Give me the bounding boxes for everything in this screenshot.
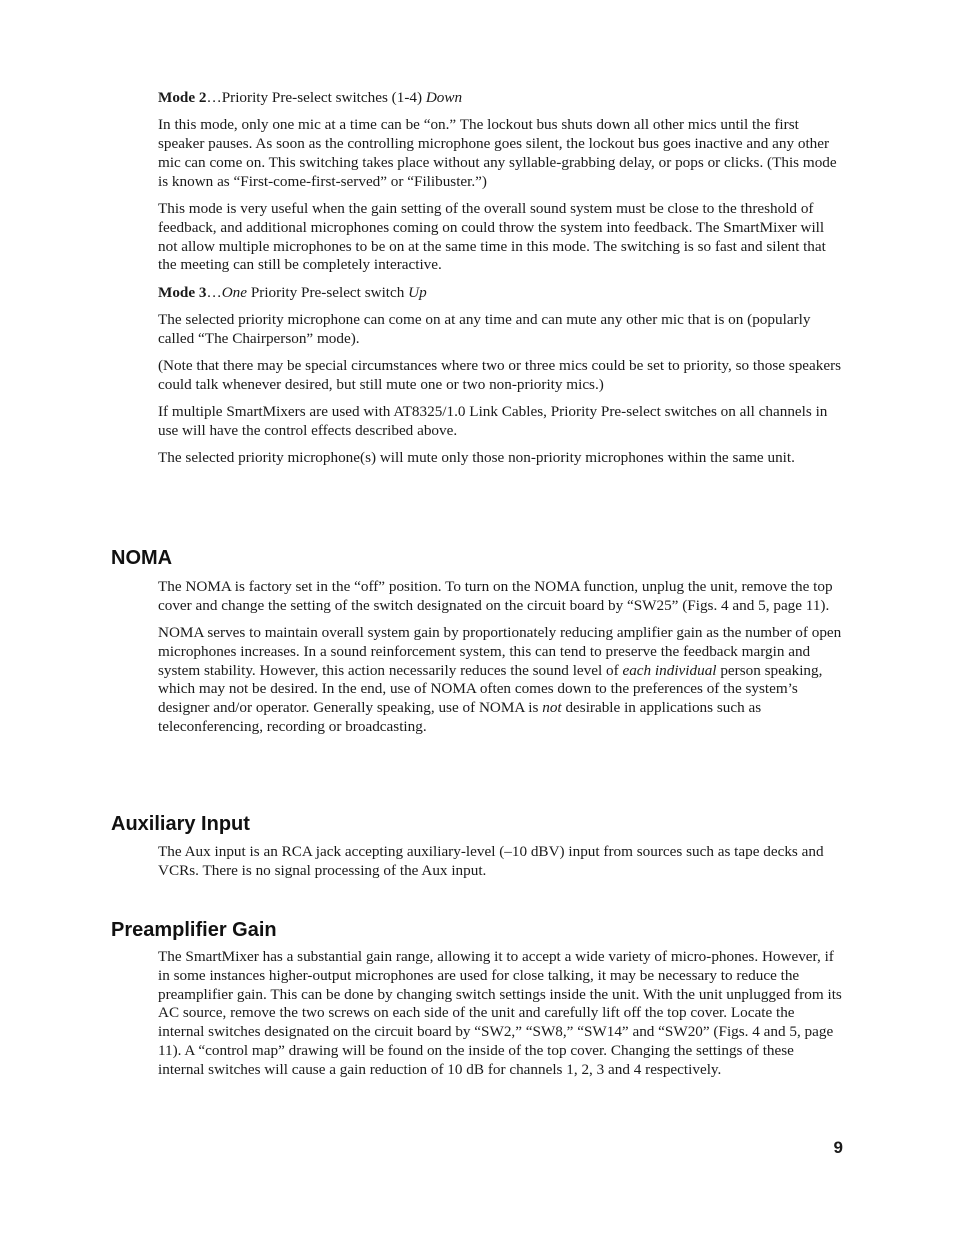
mode3-paragraph-2: (Note that there may be special circumstances where two or three mics could be set to priority, so those speakers could talk whenever desired, but still mute one or two non-priority mics.) <box>158 357 842 393</box>
noma-paragraph-1: The NOMA is factory set in the “off” position. To turn on the NOMA function, unplug the unit, remove the top cover and change the setting of the switch designated on the circuit board by “SW25” (Figs. 4 and 5, page 11). <box>158 578 833 614</box>
auxiliary-input-paragraph: The Aux input is an RCA jack accepting auxiliary-level (–10 dBV) input from sources such as tape decks and VCRs. There is no signal processing of the Aux input. <box>158 843 824 879</box>
auxiliary-input-heading: Auxiliary Input <box>111 813 250 835</box>
noma-paragraph-2: NOMA serves to maintain overall system gain by proportionately reducing amplifier gain as the number of open microphones increases. In a sound reinforcement system, this can tend to preserve the feedback margin and system stability. However, this action necessarily reduces the sound level of each individual person speaking, which may not be desired. In the end, use of NOMA often comes down to the preferences of the system’s designer and/or operator. Generally speaking, use of NOMA is not desirable in applications such as teleconferencing, recording or broadcasting. <box>158 624 842 736</box>
preamplifier-gain-section <box>158 948 842 1088</box>
mode3-title: Mode 3…One Priority Pre-select switch Up <box>158 283 427 301</box>
preamplifier-gain-heading: Preamplifier Gain <box>111 919 277 941</box>
noma-heading: NOMA <box>111 547 173 569</box>
mode2-paragraph-2: This mode is very useful when the gain setting of the overall sound system must be close to the threshold of feedback, and additional microphones coming on could throw the system into feedback. The SmartMixer will not allow multiple microphones to be on at the same time in this mode. The switching is so fast and silent that the meeting can still be completely interactive. <box>158 199 826 274</box>
mode-section <box>158 89 842 477</box>
mode2-paragraph-1: In this mode, only one mic at a time can be “on.” The lockout bus shuts down all other mics until the first speaker pauses. As soon as the controlling microphone goes silent, the lockout bus goes inactive and any other mic can come on. This switching takes place without any syllable-grabbing delay, or pops or clicks. (This mode is known as “First-come-first-served” or “Filibuster.”) <box>158 116 837 190</box>
preamplifier-gain-paragraph: The SmartMixer has a substantial gain range, allowing it to accept a wide variety of micro-phones. However, if in some instances higher-output microphones are used for close talking, it may be necessary to reduce the preamplifier gain. This can be done by changing switch settings inside the unit. With the unit unplugged from its AC source, remove the two screws on each side of the unit and carefully lift off the top cover. Locate the internal switches designated on the circuit board by “SW2,” “SW8,” “SW14” and “SW20” (Figs. 4 and 5, page 11). A “control map” drawing will be found on the inside of the top cover. Changing the settings of these internal switches will cause a gain reduction of 10 dB for channels 1, 2, 3 and 4 respectively. <box>158 948 842 1078</box>
mode3-paragraph-3: If multiple SmartMixers are used with AT8325/1.0 Link Cables, Priority Pre-select switches on all channels in use will have the control effects described above. <box>158 403 828 439</box>
noma-section <box>158 578 842 745</box>
page-number: 9 <box>833 1138 843 1157</box>
mode3-paragraph-4: The selected priority microphone(s) will mute only those non-priority microphones within the same unit. <box>158 449 795 467</box>
mode3-paragraph-1: The selected priority microphone can come on at any time and can mute any other mic that is on (popularly called “The Chairperson” mode). <box>158 310 811 347</box>
mode2-title: Mode 2…Priority Pre-select switches (1-4) Down <box>158 89 463 106</box>
auxiliary-input-section <box>158 843 842 889</box>
